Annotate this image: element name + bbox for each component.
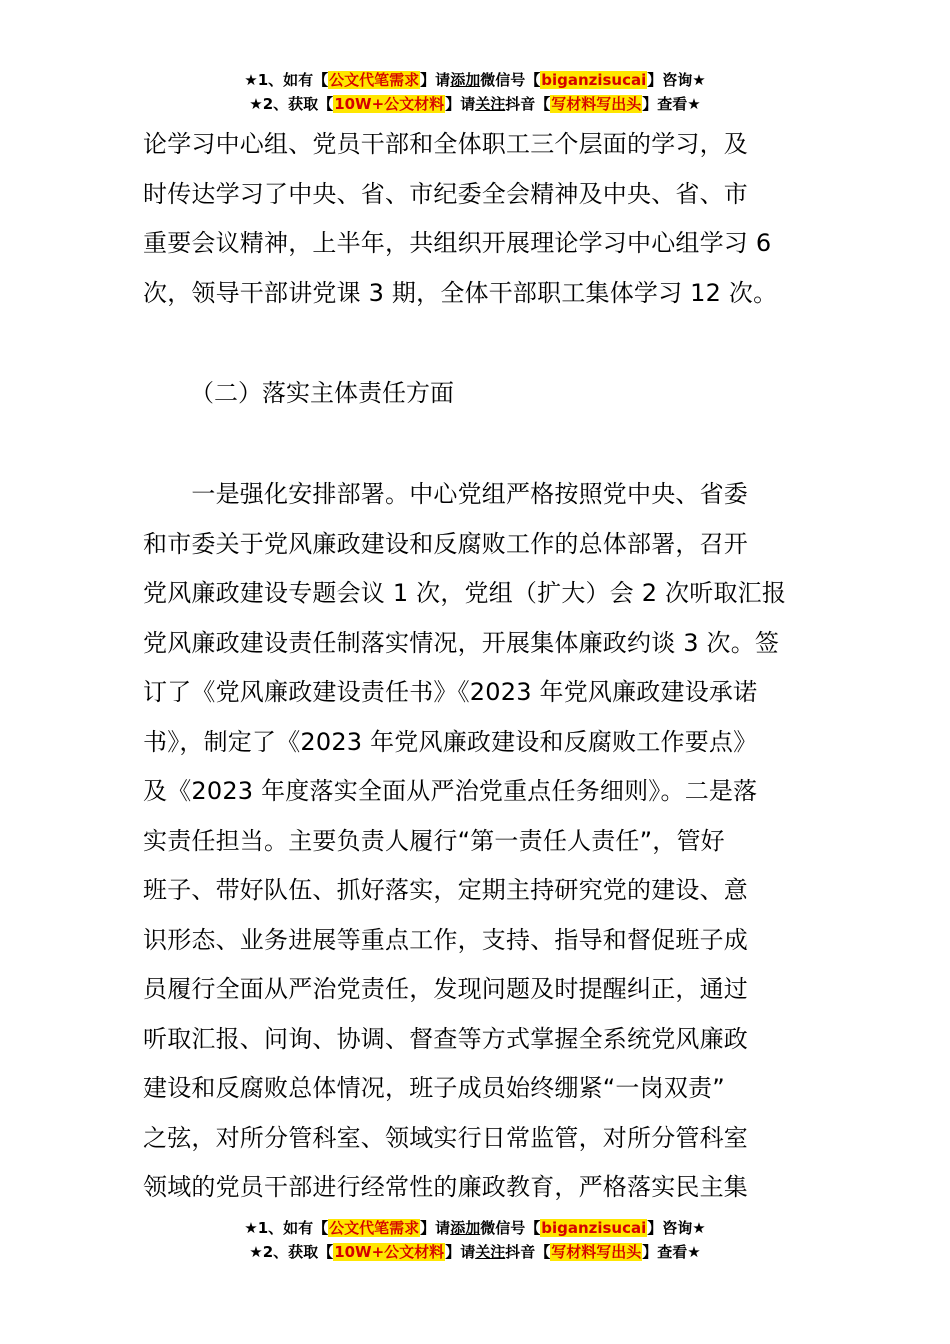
header-promo-banner xyxy=(0,68,950,116)
promo-text: 抖音【 xyxy=(505,1243,551,1261)
promo-highlight-wechat-id: biganzisucai xyxy=(541,1219,647,1237)
promo-text: ★1、如有【 xyxy=(244,71,329,89)
paragraph-line: 领域的党员干部进行经常性的廉政教育，严格落实民主集 xyxy=(143,1173,748,1201)
promo-text: ★1、如有【 xyxy=(244,1219,329,1237)
promo-highlight-writing-service: 公文代笔需求 xyxy=(329,71,420,89)
paragraph-line: 论学习中心组、党员干部和全体职工三个层面的学习，及 xyxy=(143,130,748,158)
promo-text: 】咨询★ xyxy=(647,71,706,89)
paragraph-line: 听取汇报、问询、协调、督查等方式掌握全系统党风廉政 xyxy=(143,1024,748,1053)
promo-underlined-add: 添加 xyxy=(450,71,481,89)
promo-line-1 xyxy=(0,1216,950,1240)
paragraph-responsibility xyxy=(143,470,807,1213)
paragraph-study-summary xyxy=(143,120,807,318)
paragraph-line: 及《2023 年度落实全面从严治党重点任务细则》。二是落 xyxy=(143,777,758,805)
promo-text: 】请 xyxy=(445,1243,476,1261)
promo-text: 】请 xyxy=(445,95,476,113)
promo-text: 微信号【 xyxy=(480,71,541,89)
promo-highlight-writing-service: 公文代笔需求 xyxy=(329,1219,420,1237)
promo-line-2 xyxy=(0,92,950,116)
promo-highlight-materials: 10W+公文材料 xyxy=(334,1243,445,1261)
promo-text: ★2、获取【 xyxy=(249,95,334,113)
paragraph-line: 书》，制定了《2023 年党风廉政建设和反腐败工作要点》 xyxy=(143,727,758,756)
promo-line-1 xyxy=(0,68,950,92)
paragraph-line: 班子、带好队伍、抓好落实，定期主持研究党的建设、意 xyxy=(143,876,748,904)
promo-text: 】请 xyxy=(420,1219,451,1237)
section-heading: （二）落实主体责任方面 xyxy=(190,379,454,407)
promo-highlight-materials: 10W+公文材料 xyxy=(334,95,445,113)
promo-underlined-add: 添加 xyxy=(450,1219,481,1237)
promo-text: 】查看★ xyxy=(642,95,701,113)
paragraph-line: 建设和反腐败总体情况，班子成员始终绷紧“一岗双责” xyxy=(143,1074,725,1102)
promo-text: 抖音【 xyxy=(505,95,551,113)
paragraph-line: 和市委关于党风廉政建设和反腐败工作的总体部署，召开 xyxy=(143,529,748,558)
promo-underlined-follow: 关注 xyxy=(475,1243,506,1261)
paragraph-line: 次，领导干部讲党课 3 期，全体干部职工集体学习 12 次。 xyxy=(143,278,778,307)
paragraph-line: 重要会议精神，上半年，共组织开展理论学习中心组学习 6 xyxy=(143,229,772,257)
paragraph-line: 党风廉政建设责任制落实情况，开展集体廉政约谈 3 次。签 xyxy=(143,628,780,657)
paragraph-line: 实责任担当。主要负责人履行“第一责任人责任”，管好 xyxy=(143,826,725,855)
promo-highlight-douyin-id: 写材料写出头 xyxy=(551,1243,642,1261)
paragraph-line: 一是强化安排部署。中心党组严格按照党中央、省委 xyxy=(143,480,748,508)
paragraph-line: 时传达学习了中央、省、市纪委全会精神及中央、省、市 xyxy=(143,179,748,208)
promo-text: 微信号【 xyxy=(480,1219,541,1237)
paragraph-line: 党风廉政建设专题会议 1 次，党组（扩大）会 2 次听取汇报 xyxy=(143,579,787,607)
paragraph-line: 识形态、业务进展等重点工作，支持、指导和督促班子成 xyxy=(143,925,748,954)
promo-text: ★2、获取【 xyxy=(249,1243,334,1261)
promo-text: 】查看★ xyxy=(642,1243,701,1261)
footer-promo-banner xyxy=(0,1216,950,1264)
promo-underlined-follow: 关注 xyxy=(475,95,506,113)
promo-text: 】咨询★ xyxy=(647,1219,706,1237)
promo-highlight-wechat-id: biganzisucai xyxy=(541,71,647,89)
paragraph-line: 之弦，对所分管科室、领域实行日常监管，对所分管科室 xyxy=(143,1123,748,1152)
paragraph-line: 订了《党风廉政建设责任书》《2023 年党风廉政建设承诺 xyxy=(143,678,758,706)
paragraph-line: 员履行全面从严治党责任，发现问题及时提醒纠正，通过 xyxy=(143,975,748,1003)
promo-text: 】请 xyxy=(420,71,451,89)
promo-line-2 xyxy=(0,1240,950,1264)
promo-highlight-douyin-id: 写材料写出头 xyxy=(551,95,642,113)
